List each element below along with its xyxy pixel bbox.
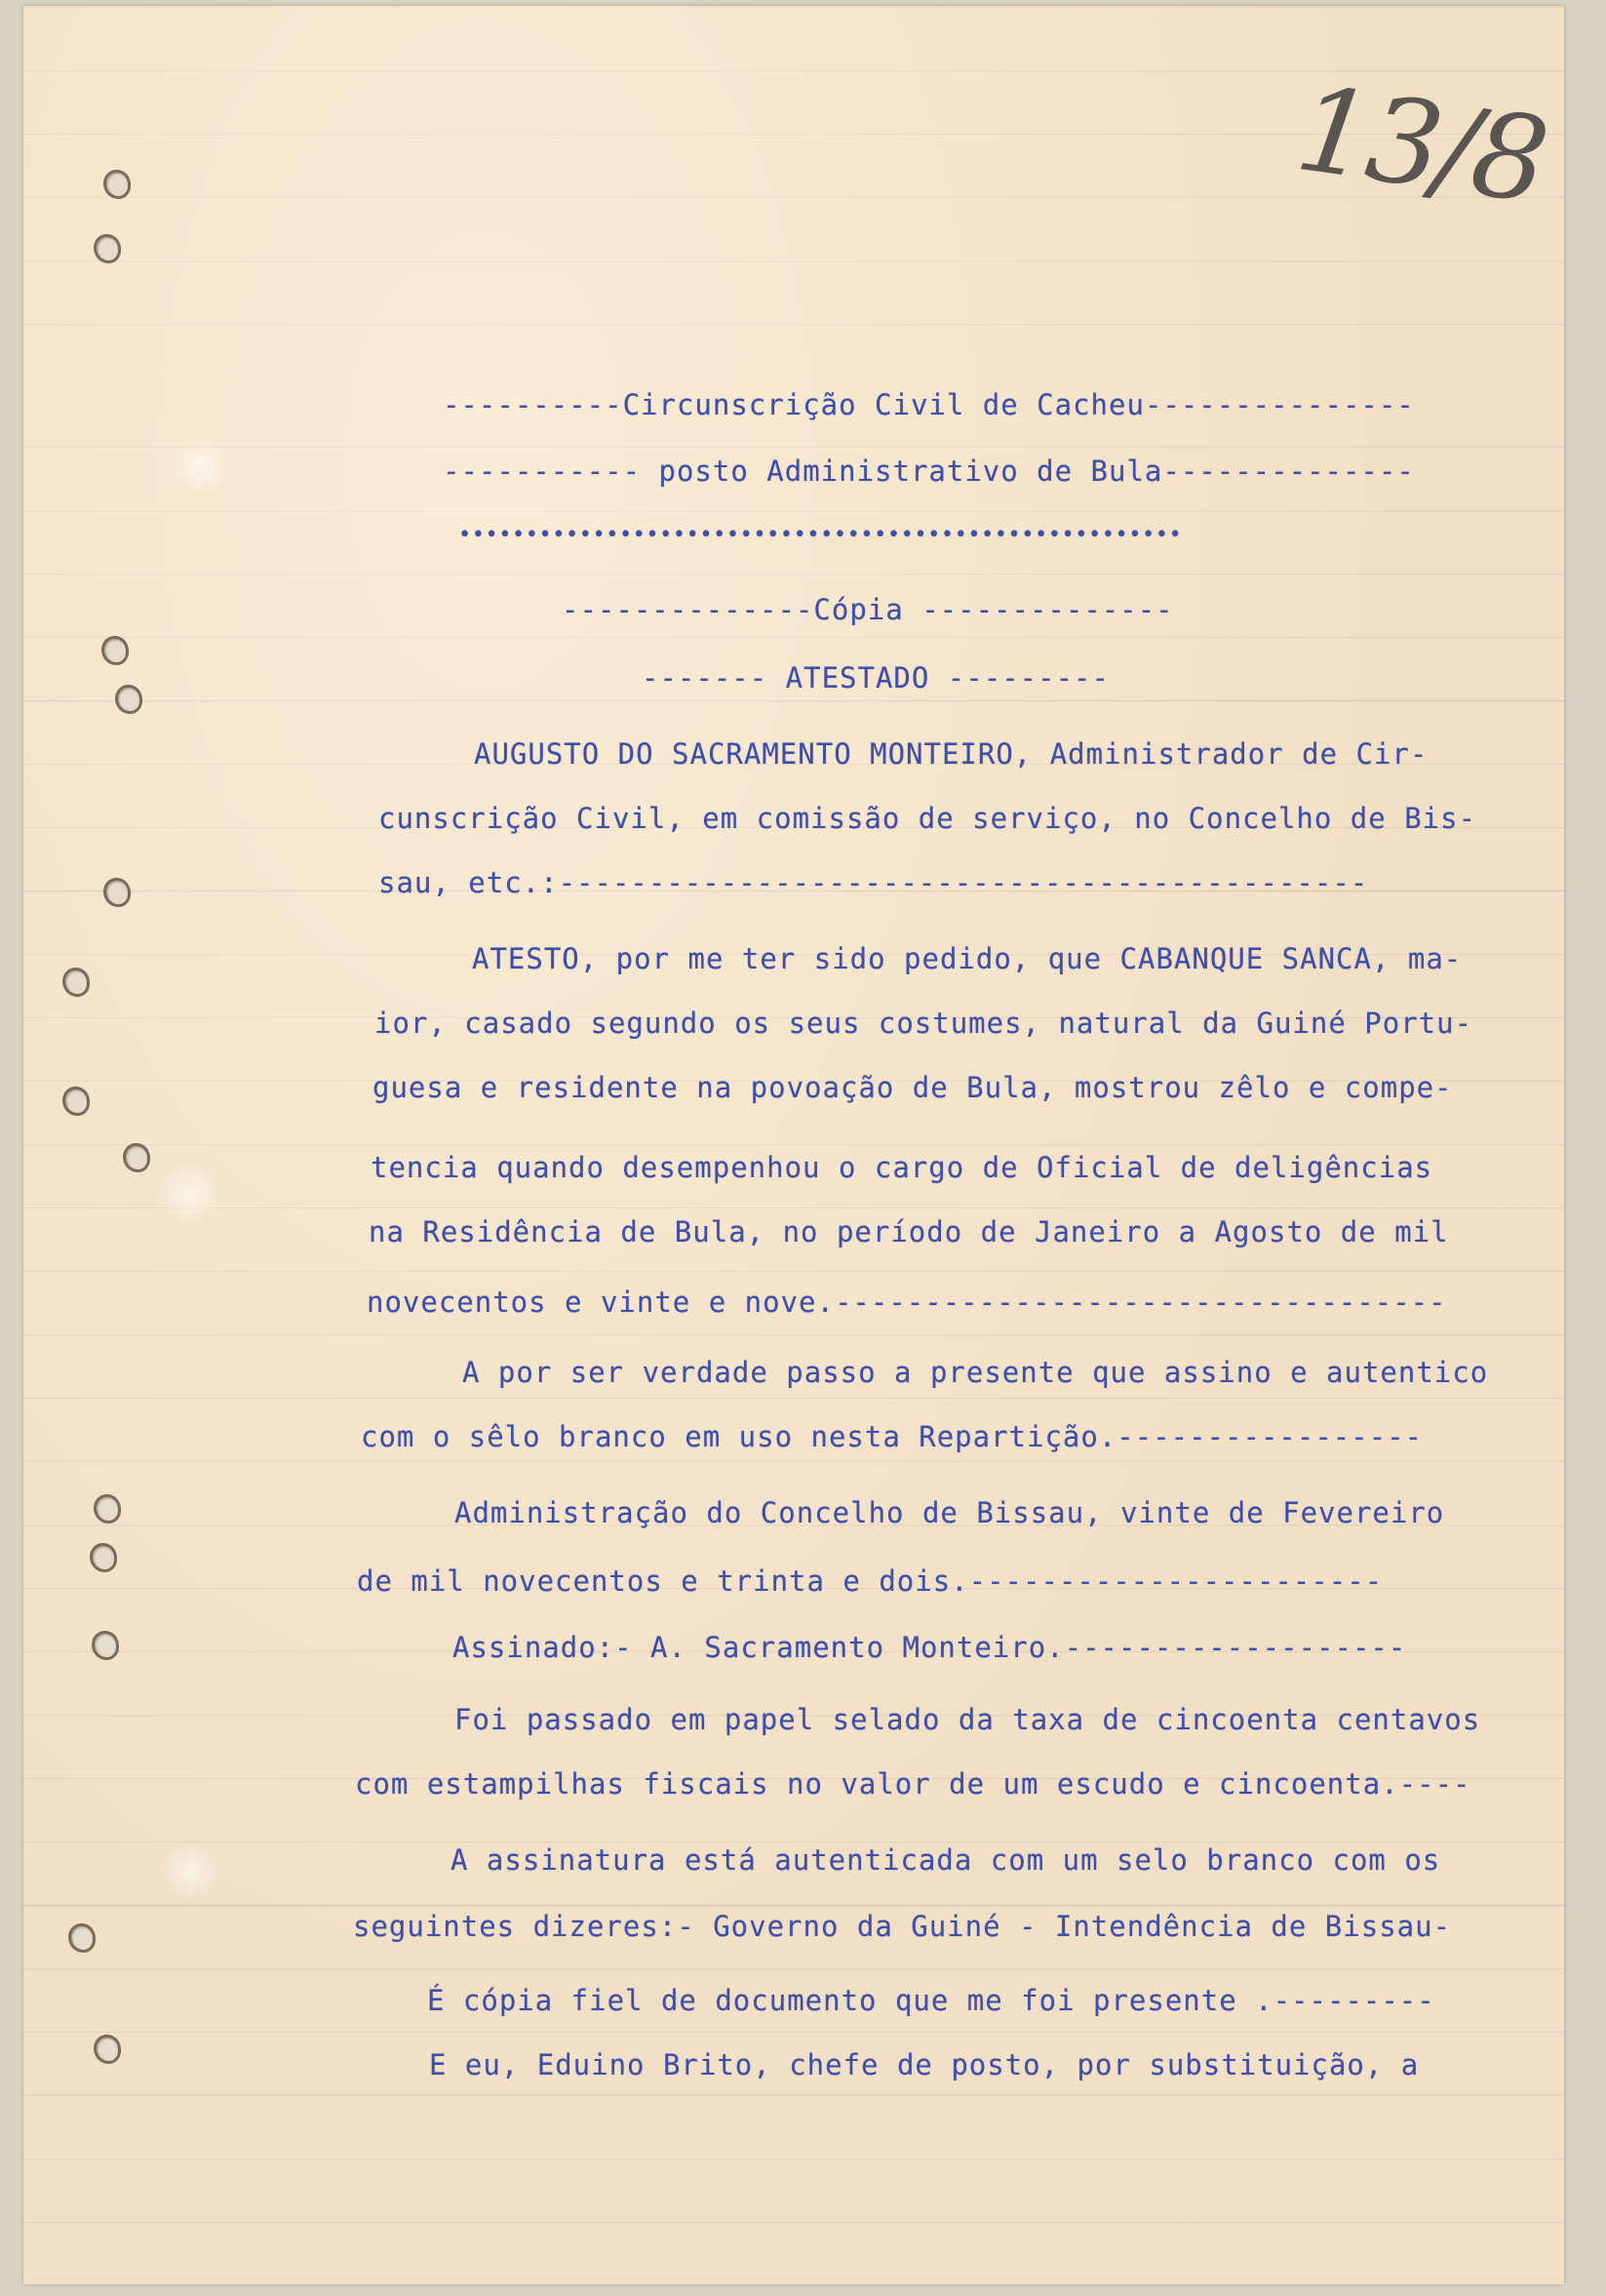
body-line: seguintes dizeres:- Governo da Guiné - Intendência de Bissau- (353, 1910, 1452, 1943)
seal-emboss-mark (156, 1843, 224, 1898)
punch-hole (115, 685, 142, 714)
punch-hole (94, 234, 121, 263)
punch-hole (92, 1631, 119, 1660)
body-line: ior, casado segundo os seus costumes, natural da Guiné Portu- (374, 1007, 1473, 1040)
punch-hole (62, 1087, 90, 1116)
heading-dot-separator: •••••••••••••••••••••••••••••••••••••••••••••••••••••• (458, 523, 1183, 547)
punch-hole (94, 2035, 121, 2064)
body-line: novecentos e vinte e nove.---------------------------------- (367, 1286, 1447, 1319)
heading-copia: --------------Cópia -------------- (562, 593, 1174, 626)
heading-circunscricao: ----------Circunscrição Civil de Cacheu--------------- (443, 388, 1415, 421)
body-line: A por ser verdade passo a presente que assino e autentico (462, 1356, 1489, 1389)
punch-hole (123, 1143, 150, 1172)
punch-hole (103, 878, 131, 907)
seal-emboss-mark (166, 439, 234, 494)
heading-posto: ----------- posto Administrativo de Bula-------------- (443, 455, 1415, 488)
heading-atestado: ------- ATESTADO --------- (642, 661, 1110, 694)
body-line: ATESTO, por me ter sido pedido, que CABANQUE SANCA, ma- (472, 942, 1463, 975)
body-line: Assinado:- A. Sacramento Monteiro.------------------- (452, 1631, 1407, 1664)
body-line: E eu, Eduino Brito, chefe de posto, por substituição, a (429, 2048, 1420, 2081)
body-line: sau, etc.:--------------------------------------------- (378, 866, 1369, 899)
punch-hole (103, 170, 131, 199)
body-line: tencia quando desempenhou o cargo de Oficial de deligências (371, 1151, 1433, 1184)
seal-emboss-mark (156, 1167, 224, 1221)
body-line: guesa e residente na povoação de Bula, mostrou zêlo e compe- (372, 1071, 1453, 1104)
body-line: de mil novecentos e trinta e dois.----------------------- (357, 1564, 1384, 1598)
punch-hole (94, 1494, 121, 1524)
punch-hole (62, 968, 90, 997)
punch-hole (90, 1543, 117, 1572)
body-line: É cópia fiel de documento que me foi presente .--------- (427, 1984, 1435, 2017)
punch-hole (68, 1923, 96, 1953)
body-line: cunscrição Civil, em comissão de serviço, no Concelho de Bis- (378, 802, 1477, 835)
body-line: Administração do Concelho de Bissau, vinte de Fevereiro (454, 1496, 1445, 1529)
body-line: A assinatura está autenticada com um selo branco com os (450, 1843, 1441, 1877)
punch-hole (101, 636, 129, 665)
body-line: com estampilhas fiscais no valor de um escudo e cincoenta.---- (355, 1767, 1471, 1801)
body-line: Foi passado em papel selado da taxa de cincoenta centavos (454, 1703, 1481, 1736)
body-line: com o sêlo branco em uso nesta Repartição.----------------- (361, 1420, 1424, 1453)
handwritten-annotation: 13/8 (1288, 61, 1552, 230)
body-line: AUGUSTO DO SACRAMENTO MONTEIRO, Administrador de Cir- (474, 737, 1429, 771)
body-line: na Residência de Bula, no período de Janeiro a Agosto de mil (369, 1215, 1449, 1248)
